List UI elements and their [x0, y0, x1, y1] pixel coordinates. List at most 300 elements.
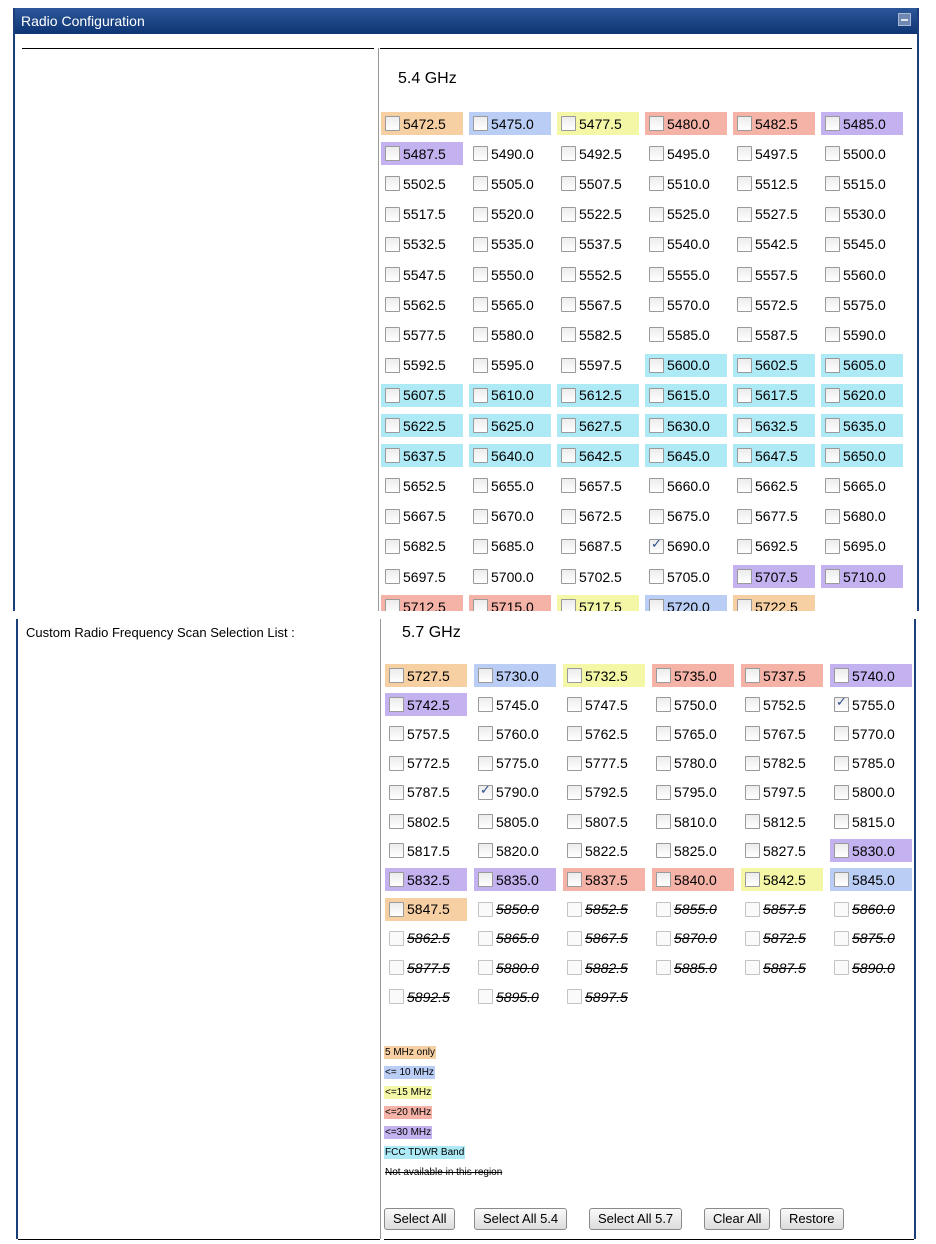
channel-checkbox[interactable] — [825, 448, 840, 463]
channel-checkbox[interactable] — [385, 599, 400, 611]
channel-checkbox[interactable] — [567, 756, 582, 771]
channel-checkbox[interactable] — [737, 599, 752, 611]
channel-5612-5[interactable] — [557, 384, 639, 407]
channel-checkbox[interactable] — [834, 872, 849, 887]
channel-checkbox[interactable] — [656, 902, 671, 917]
channel-checkbox[interactable] — [473, 327, 488, 342]
channel-5550-0[interactable] — [469, 263, 551, 286]
channel-5865-0[interactable] — [474, 927, 556, 950]
channel-checkbox[interactable] — [834, 843, 849, 858]
channel-5757-5[interactable] — [385, 722, 467, 745]
channel-5605-0[interactable] — [821, 354, 903, 377]
channel-checkbox[interactable] — [825, 388, 840, 403]
channel-checkbox[interactable] — [561, 448, 576, 463]
channel-5860-0[interactable] — [830, 898, 912, 921]
channel-checkbox[interactable] — [389, 756, 404, 771]
channel-checkbox[interactable] — [561, 478, 576, 493]
channel-checkbox[interactable] — [389, 843, 404, 858]
channel-5877-5[interactable] — [385, 956, 467, 979]
channel-5517-5[interactable] — [381, 203, 463, 226]
channel-5685-0[interactable] — [469, 535, 551, 558]
channel-checkbox[interactable] — [567, 989, 582, 1004]
channel-5475-0[interactable] — [469, 112, 551, 135]
channel-checkbox[interactable] — [478, 989, 493, 1004]
channel-checkbox[interactable] — [745, 785, 760, 800]
channel-5887-5[interactable] — [741, 956, 823, 979]
channel-checkbox[interactable] — [473, 116, 488, 131]
channel-5545-0[interactable] — [821, 233, 903, 256]
channel-checkbox[interactable] — [834, 902, 849, 917]
channel-checkbox[interactable] — [737, 509, 752, 524]
channel-5577-5[interactable] — [381, 323, 463, 346]
channel-checkbox[interactable] — [473, 478, 488, 493]
channel-5855-0[interactable] — [652, 898, 734, 921]
channel-checkbox[interactable] — [649, 237, 664, 252]
channel-checkbox[interactable] — [649, 146, 664, 161]
channel-checkbox[interactable] — [825, 146, 840, 161]
channel-checkbox[interactable] — [561, 116, 576, 131]
channel-checkbox[interactable] — [561, 327, 576, 342]
channel-checkbox[interactable] — [737, 297, 752, 312]
channel-5687-5[interactable] — [557, 535, 639, 558]
channel-checkbox[interactable] — [745, 697, 760, 712]
channel-checkbox[interactable] — [825, 539, 840, 554]
channel-checkbox[interactable] — [389, 931, 404, 946]
channel-5835-0[interactable] — [474, 868, 556, 891]
channel-5610-0[interactable] — [469, 384, 551, 407]
channel-checkbox[interactable] — [389, 902, 404, 917]
channel-5712-5[interactable] — [381, 595, 463, 611]
channel-5670-0[interactable] — [469, 505, 551, 528]
channel-5795-0[interactable] — [652, 781, 734, 804]
channel-5802-5[interactable] — [385, 810, 467, 833]
channel-checkbox[interactable] — [656, 931, 671, 946]
channel-5675-0[interactable] — [645, 505, 727, 528]
channel-5765-0[interactable] — [652, 722, 734, 745]
channel-5537-5[interactable] — [557, 233, 639, 256]
channel-5680-0[interactable] — [821, 505, 903, 528]
channel-5567-5[interactable] — [557, 293, 639, 316]
channel-checkbox[interactable] — [561, 569, 576, 584]
channel-checkbox[interactable] — [825, 116, 840, 131]
channel-5780-0[interactable] — [652, 752, 734, 775]
channel-5575-0[interactable] — [821, 293, 903, 316]
channel-checkbox[interactable] — [825, 358, 840, 373]
channel-checkbox[interactable] — [561, 237, 576, 252]
channel-5485-0[interactable] — [821, 112, 903, 135]
channel-checkbox[interactable] — [385, 116, 400, 131]
channel-5572-5[interactable] — [733, 293, 815, 316]
channel-checkbox[interactable] — [385, 237, 400, 252]
channel-checkbox[interactable] — [834, 668, 849, 683]
channel-checkbox[interactable] — [389, 814, 404, 829]
channel-5710-0[interactable] — [821, 565, 903, 588]
channel-5800-0[interactable] — [830, 781, 912, 804]
channel-5737-5[interactable] — [741, 664, 823, 687]
channel-checkbox[interactable] — [473, 176, 488, 191]
channel-5697-5[interactable] — [381, 565, 463, 588]
channel-5592-5[interactable] — [381, 354, 463, 377]
channel-5832-5[interactable] — [385, 868, 467, 891]
channel-5570-0[interactable] — [645, 293, 727, 316]
channel-5695-0[interactable] — [821, 535, 903, 558]
channel-checkbox[interactable] — [649, 509, 664, 524]
channel-5650-0[interactable] — [821, 444, 903, 467]
channel-checkbox[interactable] — [385, 327, 400, 342]
channel-checkbox[interactable] — [389, 668, 404, 683]
channel-checkbox[interactable] — [656, 960, 671, 975]
channel-5585-0[interactable] — [645, 323, 727, 346]
channel-checkbox[interactable] — [737, 267, 752, 282]
channel-checkbox[interactable] — [656, 668, 671, 683]
channel-checkbox[interactable] — [473, 448, 488, 463]
channel-5482-5[interactable] — [733, 112, 815, 135]
channel-checkbox[interactable] — [745, 668, 760, 683]
channel-checkbox[interactable] — [656, 872, 671, 887]
channel-5495-0[interactable] — [645, 142, 727, 165]
channel-checkbox[interactable] — [478, 872, 493, 887]
channel-5520-0[interactable] — [469, 203, 551, 226]
channel-checkbox[interactable] — [834, 960, 849, 975]
channel-checkbox[interactable] — [737, 358, 752, 373]
channel-checkbox[interactable] — [478, 843, 493, 858]
channel-5657-5[interactable] — [557, 474, 639, 497]
channel-checkbox[interactable] — [656, 726, 671, 741]
channel-5782-5[interactable] — [741, 752, 823, 775]
channel-5700-0[interactable] — [469, 565, 551, 588]
channel-5785-0[interactable] — [830, 752, 912, 775]
channel-5702-5[interactable] — [557, 565, 639, 588]
channel-checkbox[interactable] — [478, 960, 493, 975]
channel-5555-0[interactable] — [645, 263, 727, 286]
channel-checkbox[interactable] — [825, 478, 840, 493]
channel-checkbox[interactable] — [825, 237, 840, 252]
channel-checkbox[interactable] — [385, 448, 400, 463]
channel-5760-0[interactable] — [474, 722, 556, 745]
channel-checkbox[interactable] — [561, 267, 576, 282]
channel-5682-5[interactable] — [381, 535, 463, 558]
channel-5640-0[interactable] — [469, 444, 551, 467]
channel-checkbox[interactable] — [649, 327, 664, 342]
channel-checkbox[interactable] — [473, 388, 488, 403]
channel-checkbox[interactable] — [385, 358, 400, 373]
channel-5787-5[interactable] — [385, 781, 467, 804]
channel-5622-5[interactable] — [381, 414, 463, 437]
channel-checkbox[interactable] — [745, 726, 760, 741]
channel-checkbox[interactable] — [649, 478, 664, 493]
channel-5557-5[interactable] — [733, 263, 815, 286]
channel-checkbox[interactable] — [745, 814, 760, 829]
channel-5815-0[interactable] — [830, 810, 912, 833]
channel-5767-5[interactable] — [741, 722, 823, 745]
channel-5625-0[interactable] — [469, 414, 551, 437]
channel-5692-5[interactable] — [733, 535, 815, 558]
channel-5797-5[interactable] — [741, 781, 823, 804]
channel-5512-5[interactable] — [733, 172, 815, 195]
channel-checkbox[interactable] — [478, 726, 493, 741]
channel-checkbox[interactable] — [656, 697, 671, 712]
channel-checkbox[interactable] — [385, 176, 400, 191]
channel-5565-0[interactable] — [469, 293, 551, 316]
channel-5762-5[interactable] — [563, 722, 645, 745]
channel-5830-0[interactable] — [830, 839, 912, 862]
channel-checkbox[interactable] — [737, 388, 752, 403]
channel-5770-0[interactable] — [830, 722, 912, 745]
channel-checkbox[interactable] — [473, 146, 488, 161]
channel-checkbox[interactable] — [561, 599, 576, 611]
channel-5730-0[interactable] — [474, 664, 556, 687]
channel-checkbox[interactable] — [737, 176, 752, 191]
channel-5662-5[interactable] — [733, 474, 815, 497]
channel-5655-0[interactable] — [469, 474, 551, 497]
channel-5777-5[interactable] — [563, 752, 645, 775]
channel-checkbox[interactable] — [656, 756, 671, 771]
channel-checkbox[interactable] — [567, 843, 582, 858]
channel-5847-5[interactable] — [385, 898, 467, 921]
channel-checkbox[interactable] — [473, 358, 488, 373]
channel-checkbox[interactable] — [825, 569, 840, 584]
channel-checkbox[interactable] — [478, 756, 493, 771]
restore-button[interactable]: Restore — [780, 1208, 844, 1230]
channel-5690-0[interactable] — [645, 535, 727, 558]
channel-5827-5[interactable] — [741, 839, 823, 862]
channel-5615-0[interactable] — [645, 384, 727, 407]
channel-5515-0[interactable] — [821, 172, 903, 195]
channel-5487-5[interactable] — [381, 142, 463, 165]
channel-checkbox[interactable] — [389, 872, 404, 887]
channel-5580-0[interactable] — [469, 323, 551, 346]
channel-5822-5[interactable] — [563, 839, 645, 862]
channel-5817-5[interactable] — [385, 839, 467, 862]
channel-5645-0[interactable] — [645, 444, 727, 467]
channel-checkbox[interactable] — [745, 872, 760, 887]
channel-5652-5[interactable] — [381, 474, 463, 497]
channel-checkbox[interactable] — [834, 785, 849, 800]
channel-checkbox[interactable] — [478, 668, 493, 683]
channel-checkbox[interactable] — [649, 569, 664, 584]
channel-5672-5[interactable] — [557, 505, 639, 528]
channel-checkbox[interactable] — [745, 843, 760, 858]
channel-checkbox[interactable] — [649, 448, 664, 463]
channel-5587-5[interactable] — [733, 323, 815, 346]
channel-5617-5[interactable] — [733, 384, 815, 407]
channel-checkbox[interactable] — [478, 814, 493, 829]
channel-checkbox[interactable] — [385, 388, 400, 403]
channel-5525-0[interactable] — [645, 203, 727, 226]
channel-5870-0[interactable] — [652, 927, 734, 950]
channel-checkbox[interactable] — [649, 267, 664, 282]
channel-5820-0[interactable] — [474, 839, 556, 862]
channel-5862-5[interactable] — [385, 927, 467, 950]
channel-5867-5[interactable] — [563, 927, 645, 950]
channel-checkbox[interactable] — [389, 785, 404, 800]
channel-checkbox[interactable] — [478, 931, 493, 946]
channel-5807-5[interactable] — [563, 810, 645, 833]
channel-5840-0[interactable] — [652, 868, 734, 891]
channel-checkbox[interactable] — [561, 358, 576, 373]
channel-checkbox[interactable] — [385, 207, 400, 222]
channel-checkbox[interactable] — [561, 207, 576, 222]
channel-checkbox[interactable] — [385, 297, 400, 312]
channel-checkbox[interactable] — [737, 478, 752, 493]
channel-checkbox[interactable] — [473, 207, 488, 222]
channel-checkbox[interactable] — [561, 297, 576, 312]
channel-checkbox[interactable] — [834, 726, 849, 741]
channel-5660-0[interactable] — [645, 474, 727, 497]
channel-5895-0[interactable] — [474, 985, 556, 1008]
channel-5560-0[interactable] — [821, 263, 903, 286]
channel-5812-5[interactable] — [741, 810, 823, 833]
channel-checkbox[interactable] — [473, 267, 488, 282]
channel-checkbox[interactable] — [385, 569, 400, 584]
channel-checkbox[interactable] — [385, 509, 400, 524]
channel-checkbox[interactable] — [649, 599, 664, 611]
channel-checkbox[interactable] — [737, 207, 752, 222]
channel-5872-5[interactable] — [741, 927, 823, 950]
channel-5582-5[interactable] — [557, 323, 639, 346]
channel-5522-5[interactable] — [557, 203, 639, 226]
channel-checkbox[interactable] — [567, 960, 582, 975]
channel-5562-5[interactable] — [381, 293, 463, 316]
channel-5535-0[interactable] — [469, 233, 551, 256]
channel-checkbox[interactable] — [385, 146, 400, 161]
channel-5742-5[interactable] — [385, 693, 467, 716]
channel-checkbox[interactable] — [473, 297, 488, 312]
channel-5752-5[interactable] — [741, 693, 823, 716]
channel-5647-5[interactable] — [733, 444, 815, 467]
channel-5720-0[interactable] — [645, 595, 727, 611]
channel-5642-5[interactable] — [557, 444, 639, 467]
channel-checkbox[interactable] — [737, 569, 752, 584]
channel-5600-0[interactable] — [645, 354, 727, 377]
channel-checkbox[interactable] — [473, 599, 488, 611]
channel-5825-0[interactable] — [652, 839, 734, 862]
channel-5875-0[interactable] — [830, 927, 912, 950]
channel-checkbox[interactable] — [567, 668, 582, 683]
channel-checkbox[interactable] — [825, 207, 840, 222]
channel-5810-0[interactable] — [652, 810, 734, 833]
channel-checkbox[interactable] — [478, 697, 493, 712]
channel-5792-5[interactable] — [563, 781, 645, 804]
channel-checkbox[interactable] — [385, 478, 400, 493]
channel-5632-5[interactable] — [733, 414, 815, 437]
channel-checkbox[interactable] — [473, 569, 488, 584]
channel-5890-0[interactable] — [830, 956, 912, 979]
channel-5607-5[interactable] — [381, 384, 463, 407]
channel-5707-5[interactable] — [733, 565, 815, 588]
channel-5755-0[interactable] — [830, 693, 912, 716]
channel-5540-0[interactable] — [645, 233, 727, 256]
channel-checkbox[interactable] — [473, 509, 488, 524]
channel-checkbox[interactable] — [745, 931, 760, 946]
channel-checkbox[interactable] — [567, 931, 582, 946]
channel-5745-0[interactable] — [474, 693, 556, 716]
channel-5790-0[interactable] — [474, 781, 556, 804]
channel-5735-0[interactable] — [652, 664, 734, 687]
channel-checkbox[interactable] — [737, 448, 752, 463]
channel-checkbox[interactable] — [478, 785, 493, 800]
channel-5532-5[interactable] — [381, 233, 463, 256]
channel-checkbox[interactable] — [834, 814, 849, 829]
channel-5747-5[interactable] — [563, 693, 645, 716]
channel-5635-0[interactable] — [821, 414, 903, 437]
channel-checkbox[interactable] — [389, 697, 404, 712]
channel-5527-5[interactable] — [733, 203, 815, 226]
channel-5677-5[interactable] — [733, 505, 815, 528]
channel-checkbox[interactable] — [649, 539, 664, 554]
channel-checkbox[interactable] — [649, 116, 664, 131]
channel-checkbox[interactable] — [825, 327, 840, 342]
channel-5530-0[interactable] — [821, 203, 903, 226]
channel-5852-5[interactable] — [563, 898, 645, 921]
channel-checkbox[interactable] — [834, 697, 849, 712]
channel-5750-0[interactable] — [652, 693, 734, 716]
channel-checkbox[interactable] — [389, 960, 404, 975]
channel-5715-0[interactable] — [469, 595, 551, 611]
channel-5732-5[interactable] — [563, 664, 645, 687]
channel-5727-5[interactable] — [385, 664, 467, 687]
channel-5630-0[interactable] — [645, 414, 727, 437]
channel-5775-0[interactable] — [474, 752, 556, 775]
channel-checkbox[interactable] — [567, 697, 582, 712]
channel-checkbox[interactable] — [834, 756, 849, 771]
channel-checkbox[interactable] — [649, 207, 664, 222]
channel-5507-5[interactable] — [557, 172, 639, 195]
channel-checkbox[interactable] — [567, 785, 582, 800]
channel-5772-5[interactable] — [385, 752, 467, 775]
channel-checkbox[interactable] — [567, 814, 582, 829]
channel-checkbox[interactable] — [745, 756, 760, 771]
channel-5505-0[interactable] — [469, 172, 551, 195]
channel-5597-5[interactable] — [557, 354, 639, 377]
channel-5722-5[interactable] — [733, 595, 815, 611]
channel-checkbox[interactable] — [473, 539, 488, 554]
select-all-button[interactable]: Select All — [384, 1208, 455, 1230]
channel-5472-5[interactable] — [381, 112, 463, 135]
channel-checkbox[interactable] — [825, 267, 840, 282]
channel-checkbox[interactable] — [567, 726, 582, 741]
channel-5510-0[interactable] — [645, 172, 727, 195]
channel-5497-5[interactable] — [733, 142, 815, 165]
channel-checkbox[interactable] — [649, 388, 664, 403]
channel-5705-0[interactable] — [645, 565, 727, 588]
channel-5542-5[interactable] — [733, 233, 815, 256]
channel-checkbox[interactable] — [473, 418, 488, 433]
channel-checkbox[interactable] — [561, 539, 576, 554]
channel-5552-5[interactable] — [557, 263, 639, 286]
select-all-5-4-button[interactable]: Select All 5.4 — [474, 1208, 567, 1230]
channel-checkbox[interactable] — [385, 418, 400, 433]
channel-checkbox[interactable] — [567, 872, 582, 887]
channel-5885-0[interactable] — [652, 956, 734, 979]
clear-all-button[interactable]: Clear All — [704, 1208, 770, 1230]
channel-checkbox[interactable] — [649, 358, 664, 373]
channel-5857-5[interactable] — [741, 898, 823, 921]
channel-5665-0[interactable] — [821, 474, 903, 497]
channel-5490-0[interactable] — [469, 142, 551, 165]
channel-5590-0[interactable] — [821, 323, 903, 346]
channel-checkbox[interactable] — [745, 902, 760, 917]
channel-checkbox[interactable] — [656, 785, 671, 800]
channel-checkbox[interactable] — [561, 176, 576, 191]
channel-checkbox[interactable] — [834, 931, 849, 946]
channel-5637-5[interactable] — [381, 444, 463, 467]
channel-checkbox[interactable] — [649, 418, 664, 433]
channel-5845-0[interactable] — [830, 868, 912, 891]
channel-5837-5[interactable] — [563, 868, 645, 891]
channel-checkbox[interactable] — [561, 509, 576, 524]
channel-checkbox[interactable] — [825, 418, 840, 433]
